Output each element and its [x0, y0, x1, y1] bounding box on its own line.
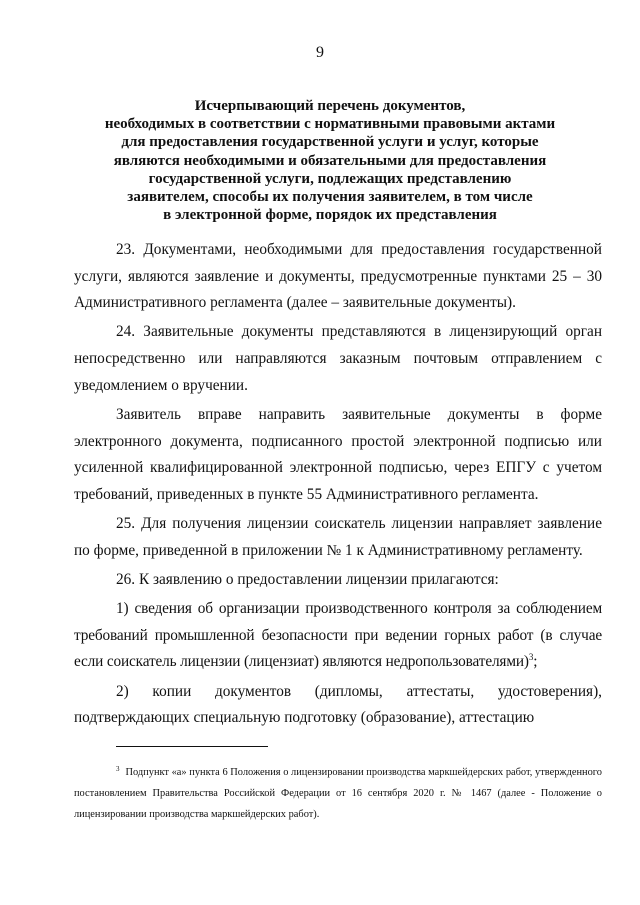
- heading-line: государственной услуги, подлежащих представлению: [148, 170, 512, 187]
- heading-line: являются необходимыми и обязательными для предоставления: [113, 152, 547, 169]
- footnote-text: Подпункт «а» пункта 6 Положения о лицензировании производства маркшейдерских работ, утвержденного постановлением Правительства Российской Федерации от 16 сентября 2020 г. № 1467 (далее - Положение о лицензировании производства маркшейдерских работ).: [74, 767, 602, 820]
- paragraph-23: 23. Документами, необходимыми для предоставления государственной услуги, являются заявление и документы, предусмотренные пунктами 25 – 30 Административного регламента (далее – заявительные документы).: [74, 241, 602, 312]
- heading-line: в электронной форме, порядок их представления: [163, 207, 497, 224]
- section-heading: [60, 97, 600, 224]
- body-text: [74, 237, 602, 732]
- heading-line: необходимых в соответствии с нормативными правовыми актами: [104, 116, 556, 133]
- paragraph-26: 26. К заявлению о предоставлении лицензии прилагаются:: [116, 570, 499, 588]
- heading-line: для предоставления государственной услуги и услуг, которые: [121, 134, 539, 151]
- footnote-separator: [116, 746, 268, 747]
- heading-line: заявителем, способы их получения заявителем, в том числе: [127, 189, 533, 206]
- footnote-mark: 3: [116, 764, 120, 773]
- list-item-1-text: 1) сведения об организации производственного контроля за соблюдением требований промышленной безопасности при ведении горных работ (в случае если соискатель лицензии (лицензиат) являются недропользователями): [74, 600, 602, 671]
- list-item-1: 1) сведения об организации производственного контроля за соблюдением требований промышленной безопасности при ведении горных работ (в случае если соискатель лицензии (лицензиат) являются недропользователями)$^3$;: [74, 600, 602, 671]
- footnote-reference: 3: [528, 652, 534, 663]
- list-item-2: 2) копии документов (дипломы, аттестаты, удостоверения), подтверждающих специальную подготовку (образование), аттестацию: [74, 682, 602, 727]
- paragraph-24: 24. Заявительные документы представляются в лицензирующий орган непосредственно или направляются заказным почтовым отправлением с уведомлением о вручении.: [74, 323, 602, 394]
- paragraph-25: 25. Для получения лицензии соискатель лицензии направляет заявление по форме, приведенной в приложении № 1 к Административному регламенту.: [74, 515, 602, 559]
- footnote: [74, 762, 602, 825]
- heading-line: Исчерпывающий перечень документов,: [194, 98, 466, 114]
- page-number: 9: [316, 44, 324, 61]
- paragraph-electronic-submission: Заявитель вправе направить заявительные документы в форме электронного документа, подписанного простой электронной подписью или усиленной квалифицированной электронной подписью, через ЕПГУ с учетом требований, приведенных в пункте 55 Административного регламента.: [74, 405, 602, 503]
